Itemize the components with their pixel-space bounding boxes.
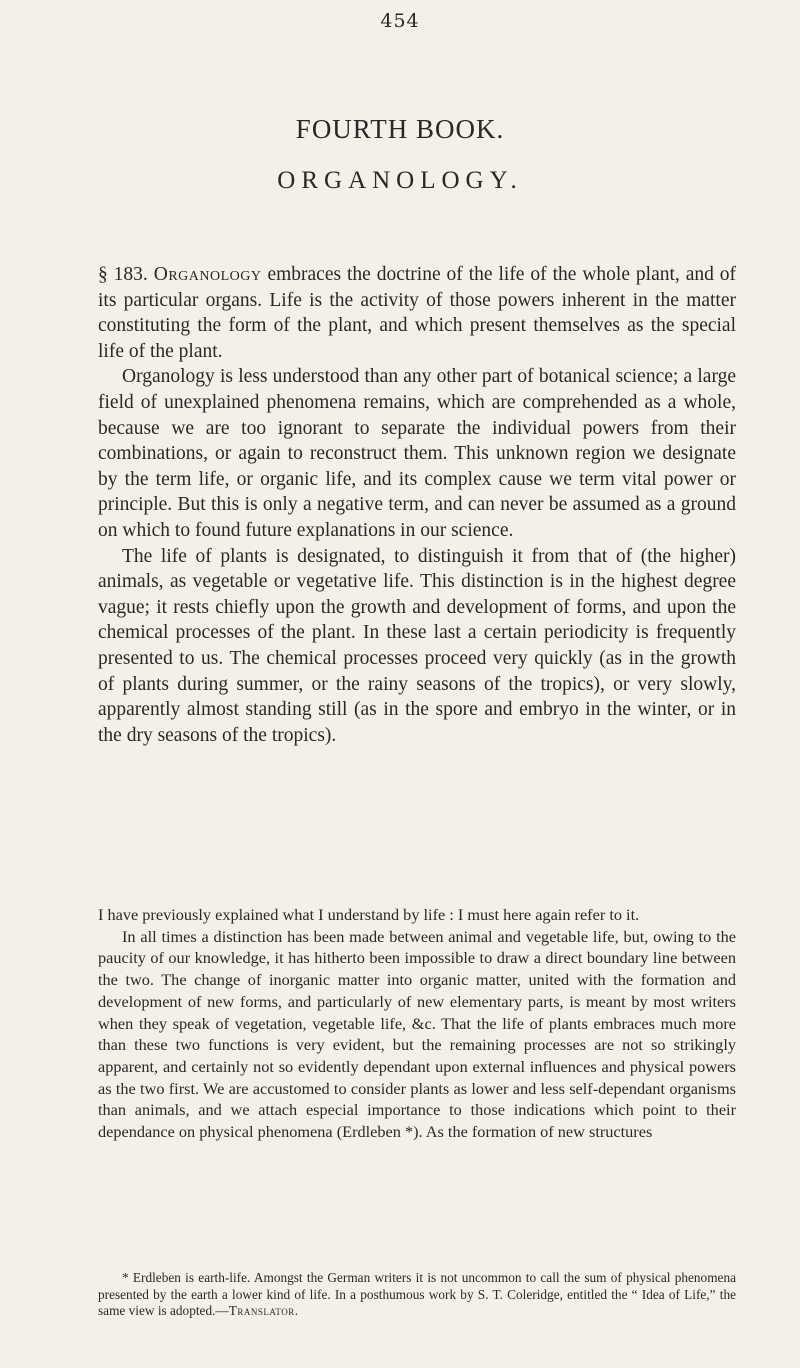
section-term: Organology xyxy=(153,264,262,285)
section-paragraph-2: Organology is less understood than any other part of botanical science; a large field of unexplained phenomena remains, which are comprehended as a whole, because we are too ignorant to separate the individual powers from their combinations, or again to reconstruct them. This unknown region we designate by the term life, or organic life, and its complex cause we term vital power or principle. But this is only a negative term, and can never be assumed as a ground on which to found future explanations in our science. xyxy=(98,366,736,541)
section-text-1: embraces the doctrine of the life of the whole plant, and of its particular organs. Life is the activity of those powers inherent in the matter constituting the form of the plant, and which present themselves as the special life of the plant. xyxy=(98,264,737,362)
page-number: 454 xyxy=(380,10,420,32)
main-text xyxy=(98,262,736,748)
book-title: FOURTH BOOK. xyxy=(295,114,505,144)
section-number: § 183. xyxy=(98,264,148,285)
footnote-text: * Erdleben is earth-life. Amongst the German writers it is not uncommon to call the sum of physical phenomena presented by the earth a lower kind of life. In a posthumous work by S. T. Coleridge, entitled the “ Idea of Life,” the same view is adopted.— xyxy=(98,1270,736,1318)
section-paragraph-1 xyxy=(98,262,736,364)
section-title: ORGANOLOGY. xyxy=(277,167,523,194)
translator-note xyxy=(98,904,736,1143)
footnote xyxy=(98,1270,736,1320)
footnote-signoff: Translator. xyxy=(228,1303,299,1318)
note-paragraph-2: In all times a distinction has been made between animal and vegetable life, but, owing to the paucity of our knowledge, it has hitherto been impossible to draw a direct boundary line between the two. The change of inorganic matter into organic matter, united with the formation and development of new forms, and particularly of new elementary parts, is meant by most writers when they speak of vegetation, vegetable life, &c. That the life of plants embraces much more than these two functions is very evident, but the remaining processes are not so strikingly apparent, and certainly not so evidently dependant upon external influences and physical powers as the two first. We are accustomed to consider plants as lower and less self-dependant organisms than animals, and we attach especial importance to those indications which point to their dependance on physical phenomena (Erdleben *). As the formation of new structures xyxy=(98,926,736,1142)
section-paragraph-3: The life of plants is designated, to distinguish it from that of (the higher) animals, as vegetable or vegetative life. This distinction is in the highest degree vague; it rests chiefly upon the growth and development of forms, and upon the chemical processes of the plant. In these last a certain periodicity is frequently presented to us. The chemical processes proceed very quickly (as in the growth of plants during summer, or the rainy seasons of the tropics), or very slowly, apparently almost standing still (as in the spore and embryo in the winter, or in the dry seasons of the tropics). xyxy=(98,545,736,746)
note-paragraph-1: I have previously explained what I understand by life : I must here again refer to it. xyxy=(98,905,640,924)
